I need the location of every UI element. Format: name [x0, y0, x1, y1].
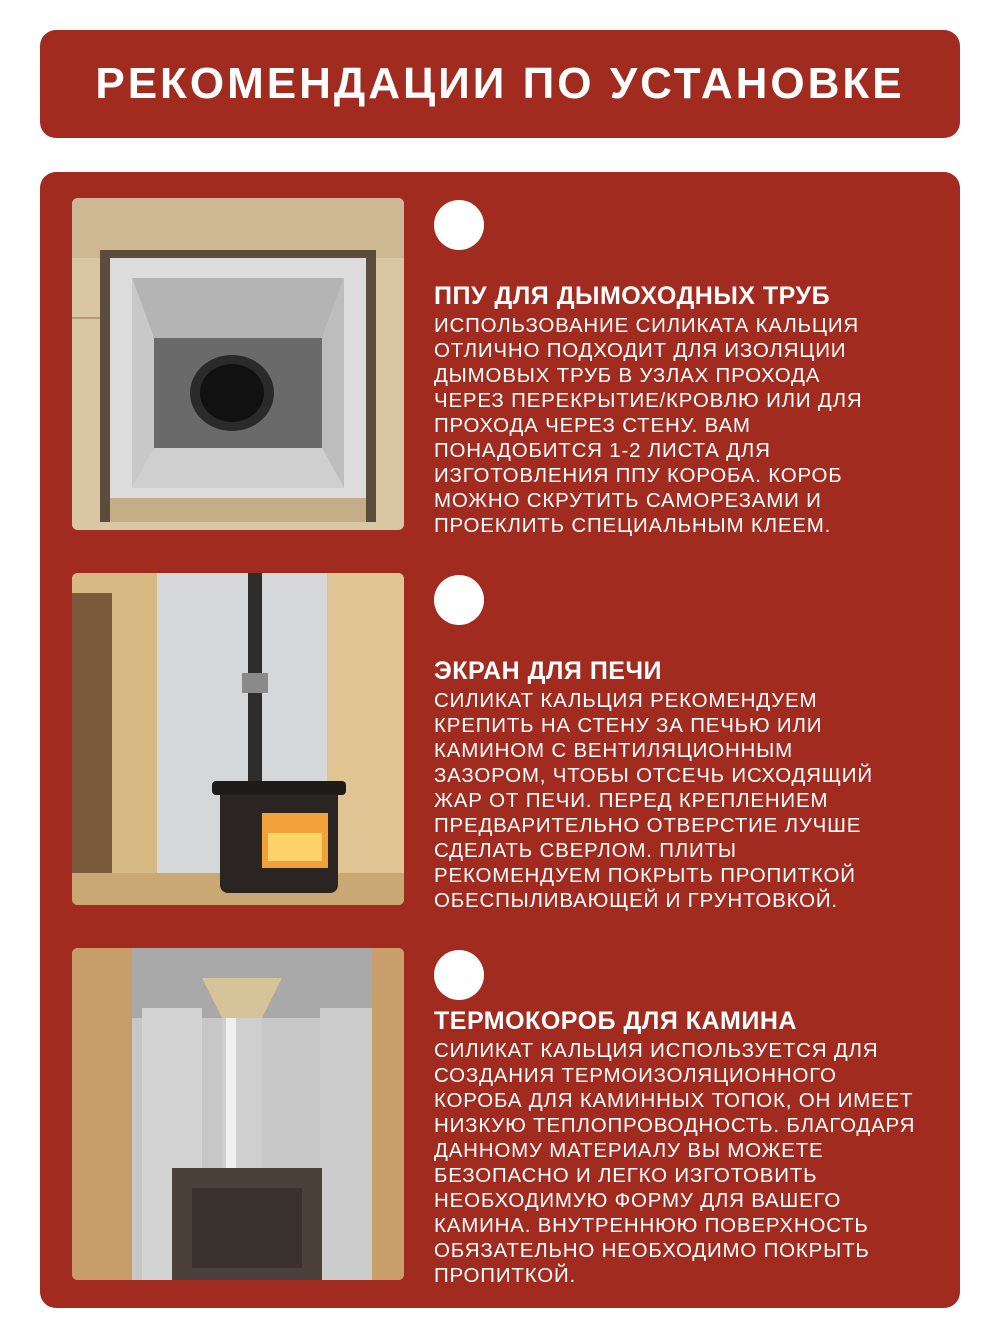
- section-text: [434, 1007, 954, 1288]
- page-title: РЕКОМЕНДАЦИИ ПО УСТАНОВКЕ: [95, 59, 905, 108]
- section-body: СИЛИКАТ КАЛЬЦИЯ РЕКОМЕНДУЕМ КРЕПИТЬ НА СТЕНУ ЗА ПЕЧЬЮ ИЛИ КАМИНОМ С ВЕНТИЛЯЦИОННЫМ ЗАЗОРОМ, ЧТОБЫ ОТСЕЧЬ ИСХОДЯЩИЙ ЖАР ОТ ПЕЧИ. ПЕРЕД КРЕПЛЕНИЕМ ПРЕДВАРИТЕЛЬНО ОТВЕРСТИЕ ЛУЧШЕ СДЕЛАТЬ СВЕРЛОМ. ПЛИТЫ РЕКОМЕНДУЕМ ПОКРЫТЬ ПРОПИТКОЙ ОБЕСПЫЛИВАЮЩЕЙ И ГРУНТОВКОЙ.: [434, 689, 873, 912]
- bullet-dot: [434, 200, 484, 250]
- bullet-dot: [434, 575, 484, 625]
- section-title: ТЕРМОКОРОБ ДЛЯ КАМИНА: [434, 1007, 797, 1035]
- section-body: ИСПОЛЬЗОВАНИЕ СИЛИКАТА КАЛЬЦИЯ ОТЛИЧНО ПОДХОДИТ ДЛЯ ИЗОЛЯЦИИ ДЫМОВЫХ ТРУБ В УЗЛАХ ПРОХОДА ЧЕРЕЗ ПЕРЕКРЫТИЕ/КРОВЛЮ ИЛИ ДЛЯ ПРОХОДА ЧЕРЕЗ СТЕНУ. ВАМ ПОНАДОБИТСЯ 1-2 ЛИСТА ДЛЯ ИЗГОТОВЛЕНИЯ ППУ КОРОБА. КОРОБ МОЖНО СКРУТИТЬ САМОРЕЗАМИ И ПРОЕКЛИТЬ СПЕЦИАЛЬНЫМ КЛЕЕМ.: [434, 314, 863, 537]
- section-text: [434, 282, 954, 538]
- stove-screen-photo: [72, 573, 404, 905]
- section-title: ППУ ДЛЯ ДЫМОХОДНЫХ ТРУБ: [434, 282, 831, 310]
- fireplace-thermobox-photo: [72, 948, 404, 1280]
- section-chimney-insulation: [40, 172, 960, 537]
- header-banner: [40, 30, 960, 138]
- section-stove-screen: [40, 547, 960, 912]
- chimney-insulation-box-photo: [72, 198, 404, 530]
- bullet-dot: [434, 950, 484, 1000]
- section-body: СИЛИКАТ КАЛЬЦИЯ ИСПОЛЬЗУЕТСЯ ДЛЯ СОЗДАНИЯ ТЕРМОИЗОЛЯЦИОННОГО КОРОБА ДЛЯ КАМИННЫХ ТОПОК, ОН ИМЕЕТ НИЗКУЮ ТЕПЛОПРОВОДНОСТЬ. БЛАГОДАРЯ ДАННОМУ МАТЕРИАЛУ ВЫ МОЖЕТЕ БЕЗОПАСНО И ЛЕГКО ИЗГОТОВИТЬ НЕОБХОДИМУЮ ФОРМУ ДЛЯ ВАШЕГО КАМИНА. ВНУТРЕННЮЮ ПОВЕРХНОСТЬ ОБЯЗАТЕЛЬНО НЕОБХОДИМО ПОКРЫТЬ ПРОПИТКОЙ.: [434, 1039, 916, 1287]
- section-fireplace-thermobox: [40, 922, 960, 1287]
- section-text: [434, 657, 954, 913]
- recommendations-panel: [40, 172, 960, 1308]
- section-title: ЭКРАН ДЛЯ ПЕЧИ: [434, 657, 663, 685]
